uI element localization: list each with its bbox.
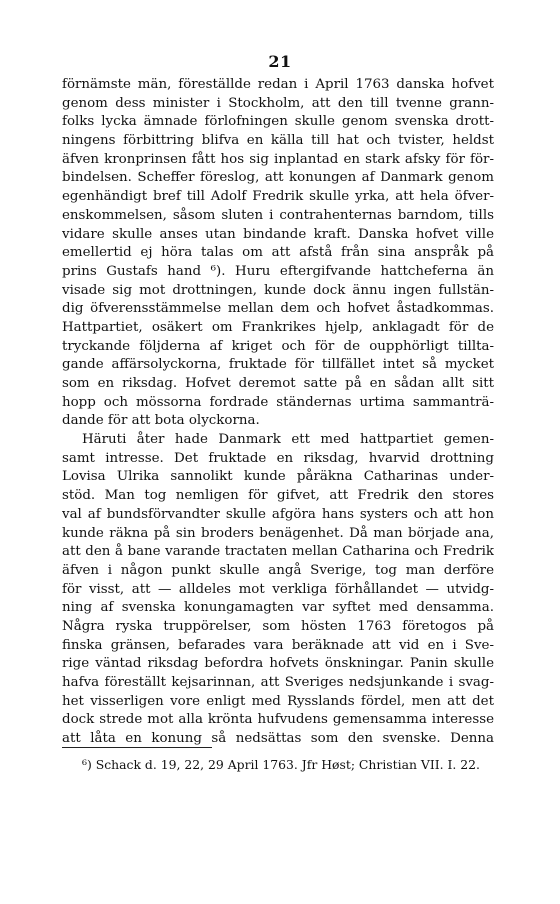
- text-line: hafva föreställt kejsarinnan, att Sveriges nedsjunkande i svag-: [62, 675, 494, 690]
- text-line: Några ryska truppörelser, som hösten 1763 företogos på: [62, 618, 494, 634]
- text-line: äfven i någon punkt skulle angå Sverige, tog man derföre: [62, 562, 494, 578]
- text-line: het visserligen vore enligt med Rysslands fördel, men att det: [62, 693, 494, 709]
- text-line: förnämste män, föreställde redan i April 1763 danska hofvet: [62, 77, 494, 92]
- text-line: som en riksdag. Hofvet deremot satte på en sådan allt sitt: [62, 376, 494, 391]
- page-number: 21: [268, 52, 292, 71]
- text-line: emellertid ej höra talas om att afstå från sina anspråk på: [62, 245, 494, 261]
- text-line: val af bundsförvandter skulle afgöra hans systers och att hon: [62, 506, 494, 522]
- footnote-rule: [62, 747, 212, 748]
- footnote: ⁶) Schack d. 19, 22, 29 April 1763. Jfr Høst; Christian VII. I. 22.: [82, 757, 480, 772]
- text-line: ningens förbittring blifva en källa till hat och tvister, heldst: [62, 133, 494, 149]
- text-line: stöd. Man tog nemligen för gifvet, att Fredrik den stores: [62, 488, 494, 504]
- text-line: folks lycka ämnade förlofningen skulle genom svenska drott-: [62, 114, 494, 130]
- text-line: egenhändigt bref till Adolf Fredrik skulle yrka, att hela öfver-: [62, 189, 494, 205]
- text-line: kunde räkna på sin broders benägenhet. Då man började ana,: [62, 525, 494, 541]
- text-line: äfven kronprinsen fått hos sig inplantad en stark afsky för för-: [62, 151, 494, 167]
- text-line: att den å bane varande tractaten mellan Catharina och Fredrik: [62, 544, 494, 560]
- text-line: vidare skulle anses utan bindande kraft. Danska hofvet ville: [62, 226, 494, 242]
- text-line: prins Gustafs hand ⁶). Huru eftergifvande hattcheferna än: [62, 263, 494, 279]
- text-line: tryckande följderna af kriget och för de oupphörligt tillta-: [62, 338, 494, 354]
- text-line: bindelsen. Scheffer föreslog, att konungen af Danmark genom: [62, 170, 494, 186]
- text-line: gande affärsolyckorna, fruktade för tillfället intet så mycket: [62, 357, 494, 373]
- text-line: genom dess minister i Stockholm, att den till tvenne grann-: [62, 95, 494, 111]
- text-line: dock strede mot alla krönta hufvudens gemensamma interesse: [62, 712, 494, 728]
- body-text: [62, 76, 494, 749]
- text-line: att låta en konung så nedsättas som den svenske. Denna: [62, 731, 494, 747]
- text-line: dande för att bota olyckorna.: [62, 413, 260, 429]
- text-line: Lovisa Ulrika sannolikt kunde påräkna Catharinas under-: [62, 469, 494, 485]
- text-line: ning af svenska konungamagten var syftet med densamma.: [62, 600, 494, 616]
- text-line: Häruti åter hade Danmark ett med hattpartiet gemen-: [82, 432, 494, 448]
- text-line: Hattpartiet, osäkert om Frankrikes hjelp, anklagadt för de: [62, 319, 494, 335]
- text-line: visade sig mot drottningen, kunde dock ännu ingen fullstän-: [62, 282, 494, 298]
- text-line: hopp och mössorna fordrade ständernas urtima sammanträ-: [62, 394, 494, 410]
- text-line: samt intresse. Det fruktade en riksdag, hvarvid drottning: [62, 450, 494, 466]
- text-line: rige väntad riksdag befordra hofvets önskningar. Panin skulle: [62, 656, 494, 672]
- text-line: finska gränsen, befarades vara beräknade att vid en i Sve-: [62, 637, 494, 653]
- text-line: för visst, att — alldeles mot verkliga förhållandet — utvidg-: [62, 581, 494, 597]
- text-line: enskommelsen, såsom sluten i contrahenternas barndom, tills: [62, 207, 494, 223]
- text-line: dig öfverensstämmelse mellan dem och hofvet åstadkommas.: [62, 301, 494, 317]
